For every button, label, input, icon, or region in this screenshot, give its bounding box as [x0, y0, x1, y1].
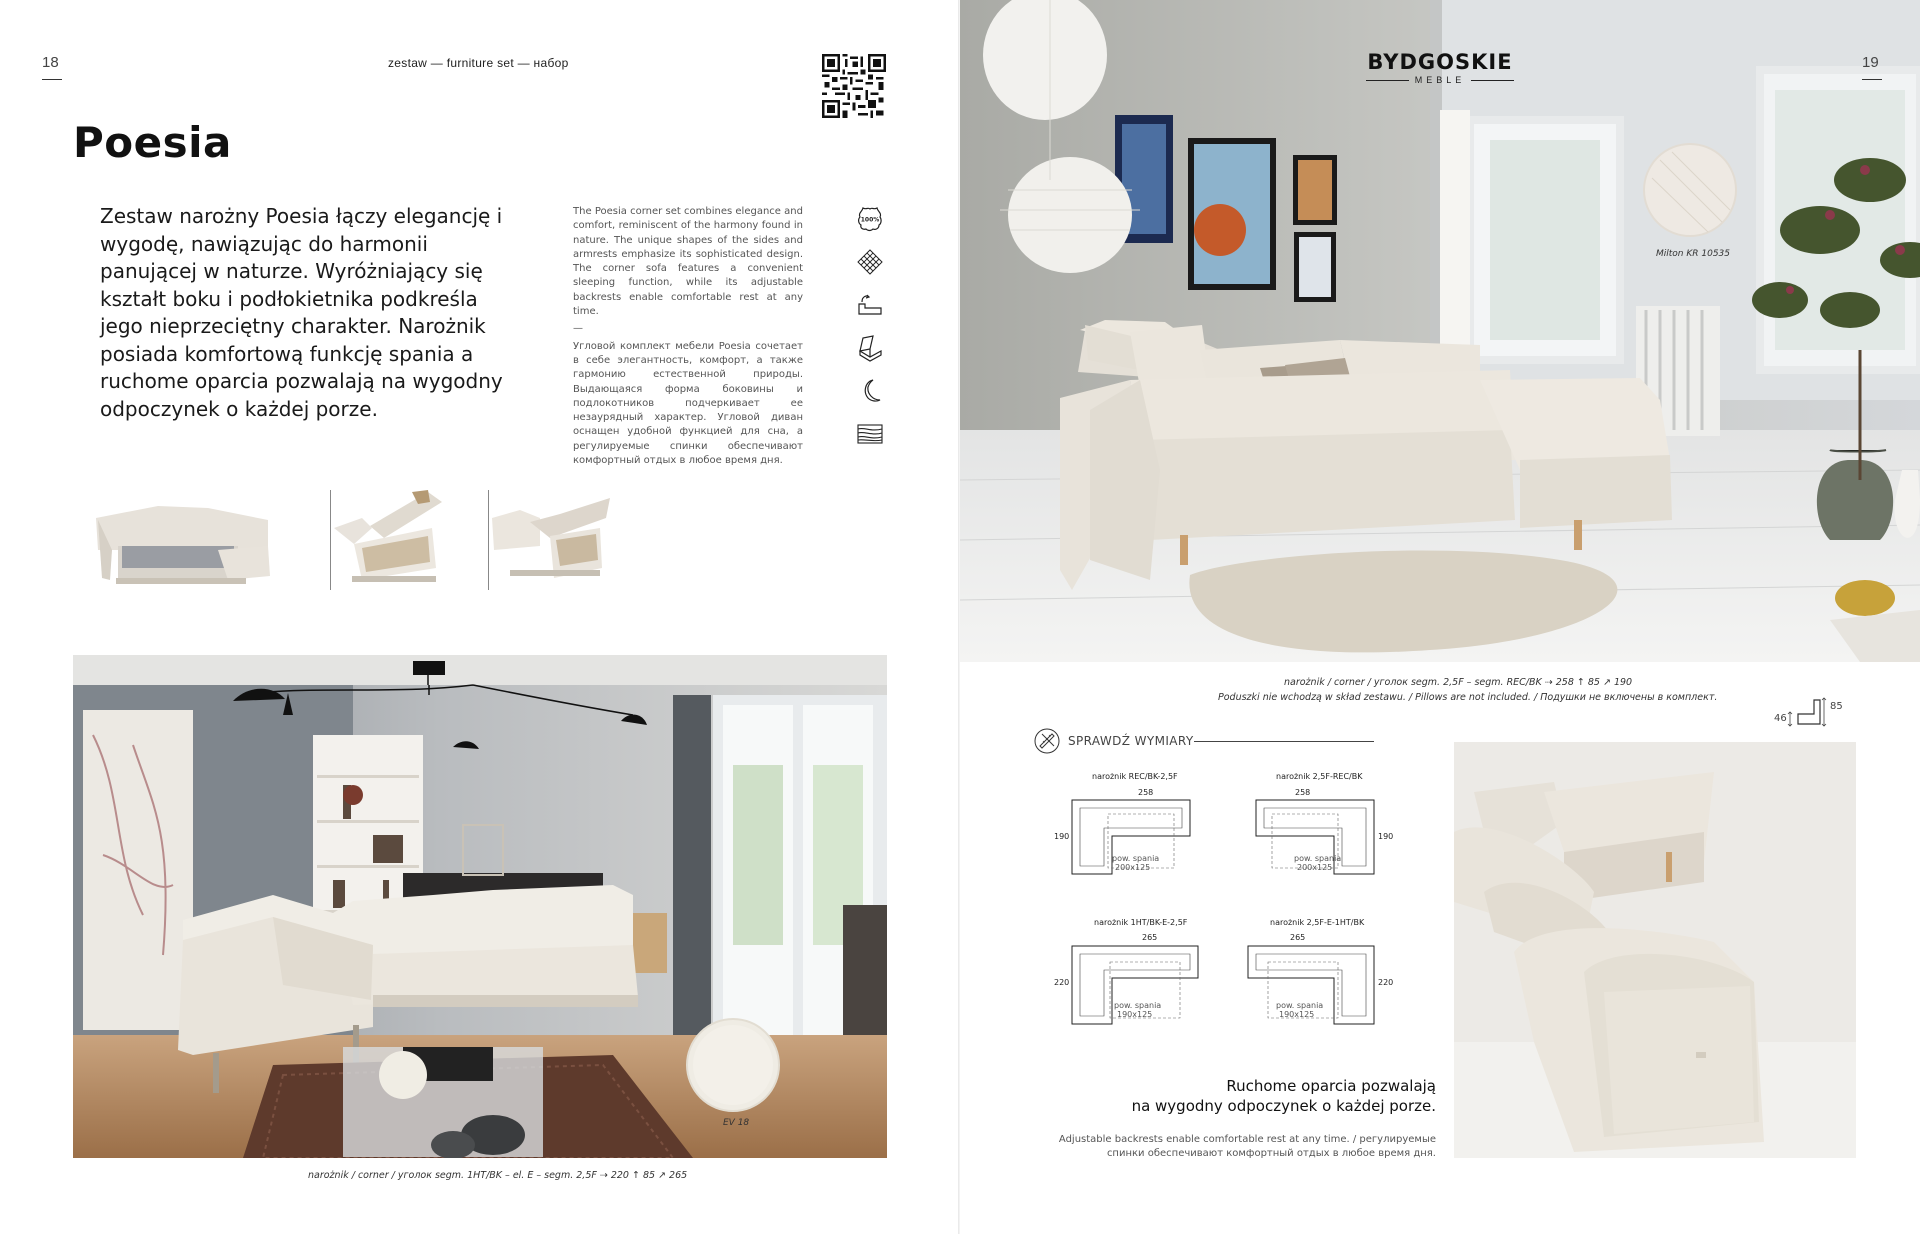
schema-title: narożnik 2,5F-REC/BK [1276, 772, 1363, 781]
schema-depth: 220 [1054, 978, 1070, 987]
description-dash: — [573, 323, 583, 335]
function-thumb-storage [332, 488, 444, 592]
schema-1ht-bk-e-25f [1052, 918, 1212, 1030]
schema-depth: 220 [1378, 978, 1394, 987]
brand-logo[interactable] [1366, 50, 1514, 85]
night-moon-icon [855, 376, 885, 406]
page-number-text: 19 [1862, 54, 1879, 71]
schema-sleep-size: 200x125 [1297, 863, 1333, 872]
tagline-line-2: na wygodny odpoczynek o każdej porze. [1131, 1097, 1436, 1115]
seat-height-value: 46 [1774, 713, 1787, 724]
schema-title: narożnik 2,5F-E-1HT/BK [1270, 918, 1365, 927]
schema-sleep-label: pow. spania [1294, 854, 1342, 863]
right-photo-caption-1: narożnik / corner / уголок segm. 2,5F – segm. REC/BK ⇢ 258 ↑ 85 ↗ 190 [1284, 677, 1633, 688]
page-number-rule [42, 79, 62, 80]
schema-sleep-size: 190x125 [1279, 1010, 1315, 1019]
thumb-divider [330, 490, 331, 590]
check-dimensions-heading[interactable] [1034, 728, 1194, 754]
back-height-value: 85 [1830, 701, 1843, 712]
schema-rec-bk-25f [1052, 772, 1202, 882]
schema-width: 265 [1142, 933, 1158, 942]
leather-100-label: 100% [860, 216, 880, 224]
thumb-divider [488, 490, 489, 590]
right-page-number [1862, 54, 1882, 80]
swatch-label-ev18: EV 18 [723, 1118, 750, 1128]
schema-depth: 190 [1378, 832, 1394, 841]
living-room-photo-right [960, 0, 1920, 662]
left-photo-caption: narożnik / corner / уголок segm. 1HT/BK – el. E – segm. 2,5F ⇢ 220 ↑ 85 ↗ 265 [308, 1170, 688, 1181]
lead-text-pl: Zestaw narożny Poesia łączy elegancję i wygodę, nawiązując do harmonii panującej w naturze. Wyróżniający się kształt boku i podłokietnika podkreśla jego nieprzeciętny charakter. Narożnik posiada komfortową funkcję spania a ruchome oparcia pozwalają na wygodny odpoczynek o każdej porze. [100, 204, 503, 421]
swatch-label-milton: Milton KR 10535 [1656, 249, 1731, 259]
function-thumb-sleeping [88, 488, 278, 592]
schema-width: 258 [1138, 788, 1154, 797]
description-block [573, 205, 803, 468]
description-ru: Угловой комплект мебели Poesia сочетает в себе элегантность, комфорт, а также гармонию естественной природы. Выдающаяся форма боковины и подлокотников подчеркивает ее незаурядный характер. Угловой диван оснащен удобной функцией для сна, а регулируемые спинки обеспечивают комфортный отдых в любое время дня. [573, 340, 803, 467]
fabric-swatch-milton [1644, 144, 1736, 236]
leather-swatch-ev18 [687, 1019, 779, 1111]
schema-sleep-size: 190x125 [1117, 1010, 1153, 1019]
left-page-number [42, 54, 62, 80]
function-thumb-backrest [490, 488, 614, 592]
running-head: zestaw — furniture set — набор [388, 56, 569, 70]
product-title: Poesia [73, 118, 232, 167]
schema-width: 265 [1290, 933, 1306, 942]
brand-sub-text: MEBLE [1414, 75, 1466, 85]
description-en: The Poesia corner set combines elegance and comfort, reminiscent of the harmony found in nature. The unique shapes of the sides and armrests emphasize its sophisticated design. The corner sofa features a convenient sleeping function, while its adjustable backrests enable comfortable rest at any time. [573, 206, 803, 318]
storage-container-icon [855, 333, 885, 363]
page-number-rule [1862, 79, 1882, 80]
schema-25f-rec-bk [1252, 772, 1402, 882]
page-number-text: 18 [42, 54, 59, 71]
schema-title: narożnik REC/BK-2,5F [1092, 772, 1178, 781]
leather-100-icon [855, 204, 885, 234]
schema-sleep-label: pow. spania [1276, 1001, 1324, 1010]
schema-sleep-label: pow. spania [1114, 1001, 1162, 1010]
tagline-sub [1059, 1133, 1436, 1161]
ruler-cross-icon [1034, 728, 1060, 754]
check-dimensions-label: SPRAWDŹ WYMIARY [1068, 734, 1194, 748]
brand-name: BYDGOSKIE [1367, 50, 1513, 74]
check-dimensions-rule [1194, 741, 1374, 742]
living-room-photo-left [73, 655, 887, 1158]
schema-depth: 190 [1054, 832, 1070, 841]
wood-grain-icon [855, 419, 885, 449]
sleeping-function-icon [855, 290, 885, 320]
fabric-texture-icon [855, 247, 885, 277]
schema-title: narożnik 1HT/BK-E-2,5F [1094, 918, 1188, 927]
schema-width: 258 [1295, 788, 1311, 797]
schema-sleep-label: pow. spania [1112, 854, 1160, 863]
tagline [1132, 1076, 1436, 1116]
right-photo-caption-2: Poduszki nie wchodzą w skład zestawu. / Pillows are not included. / Подушки не включены в комплект. [1218, 692, 1718, 703]
brand-sub [1366, 75, 1514, 85]
sofa-detail-photo [1454, 742, 1856, 1158]
seat-dimensions-icon [1766, 694, 1862, 730]
qr-code-icon[interactable] [822, 54, 886, 118]
tagline-sub-line-2: спинки обеспечивают комфортный отдых в любое время дня. [1106, 1148, 1436, 1159]
schema-25f-e-1ht-bk [1246, 918, 1406, 1030]
feature-icons [855, 204, 889, 462]
schema-sleep-size: 200x125 [1115, 863, 1151, 872]
tagline-line-1: Ruchome oparcia pozwalają [1226, 1077, 1436, 1095]
tagline-sub-line-1: Adjustable backrests enable comfortable rest at any time. / регулируемые [1058, 1134, 1436, 1145]
